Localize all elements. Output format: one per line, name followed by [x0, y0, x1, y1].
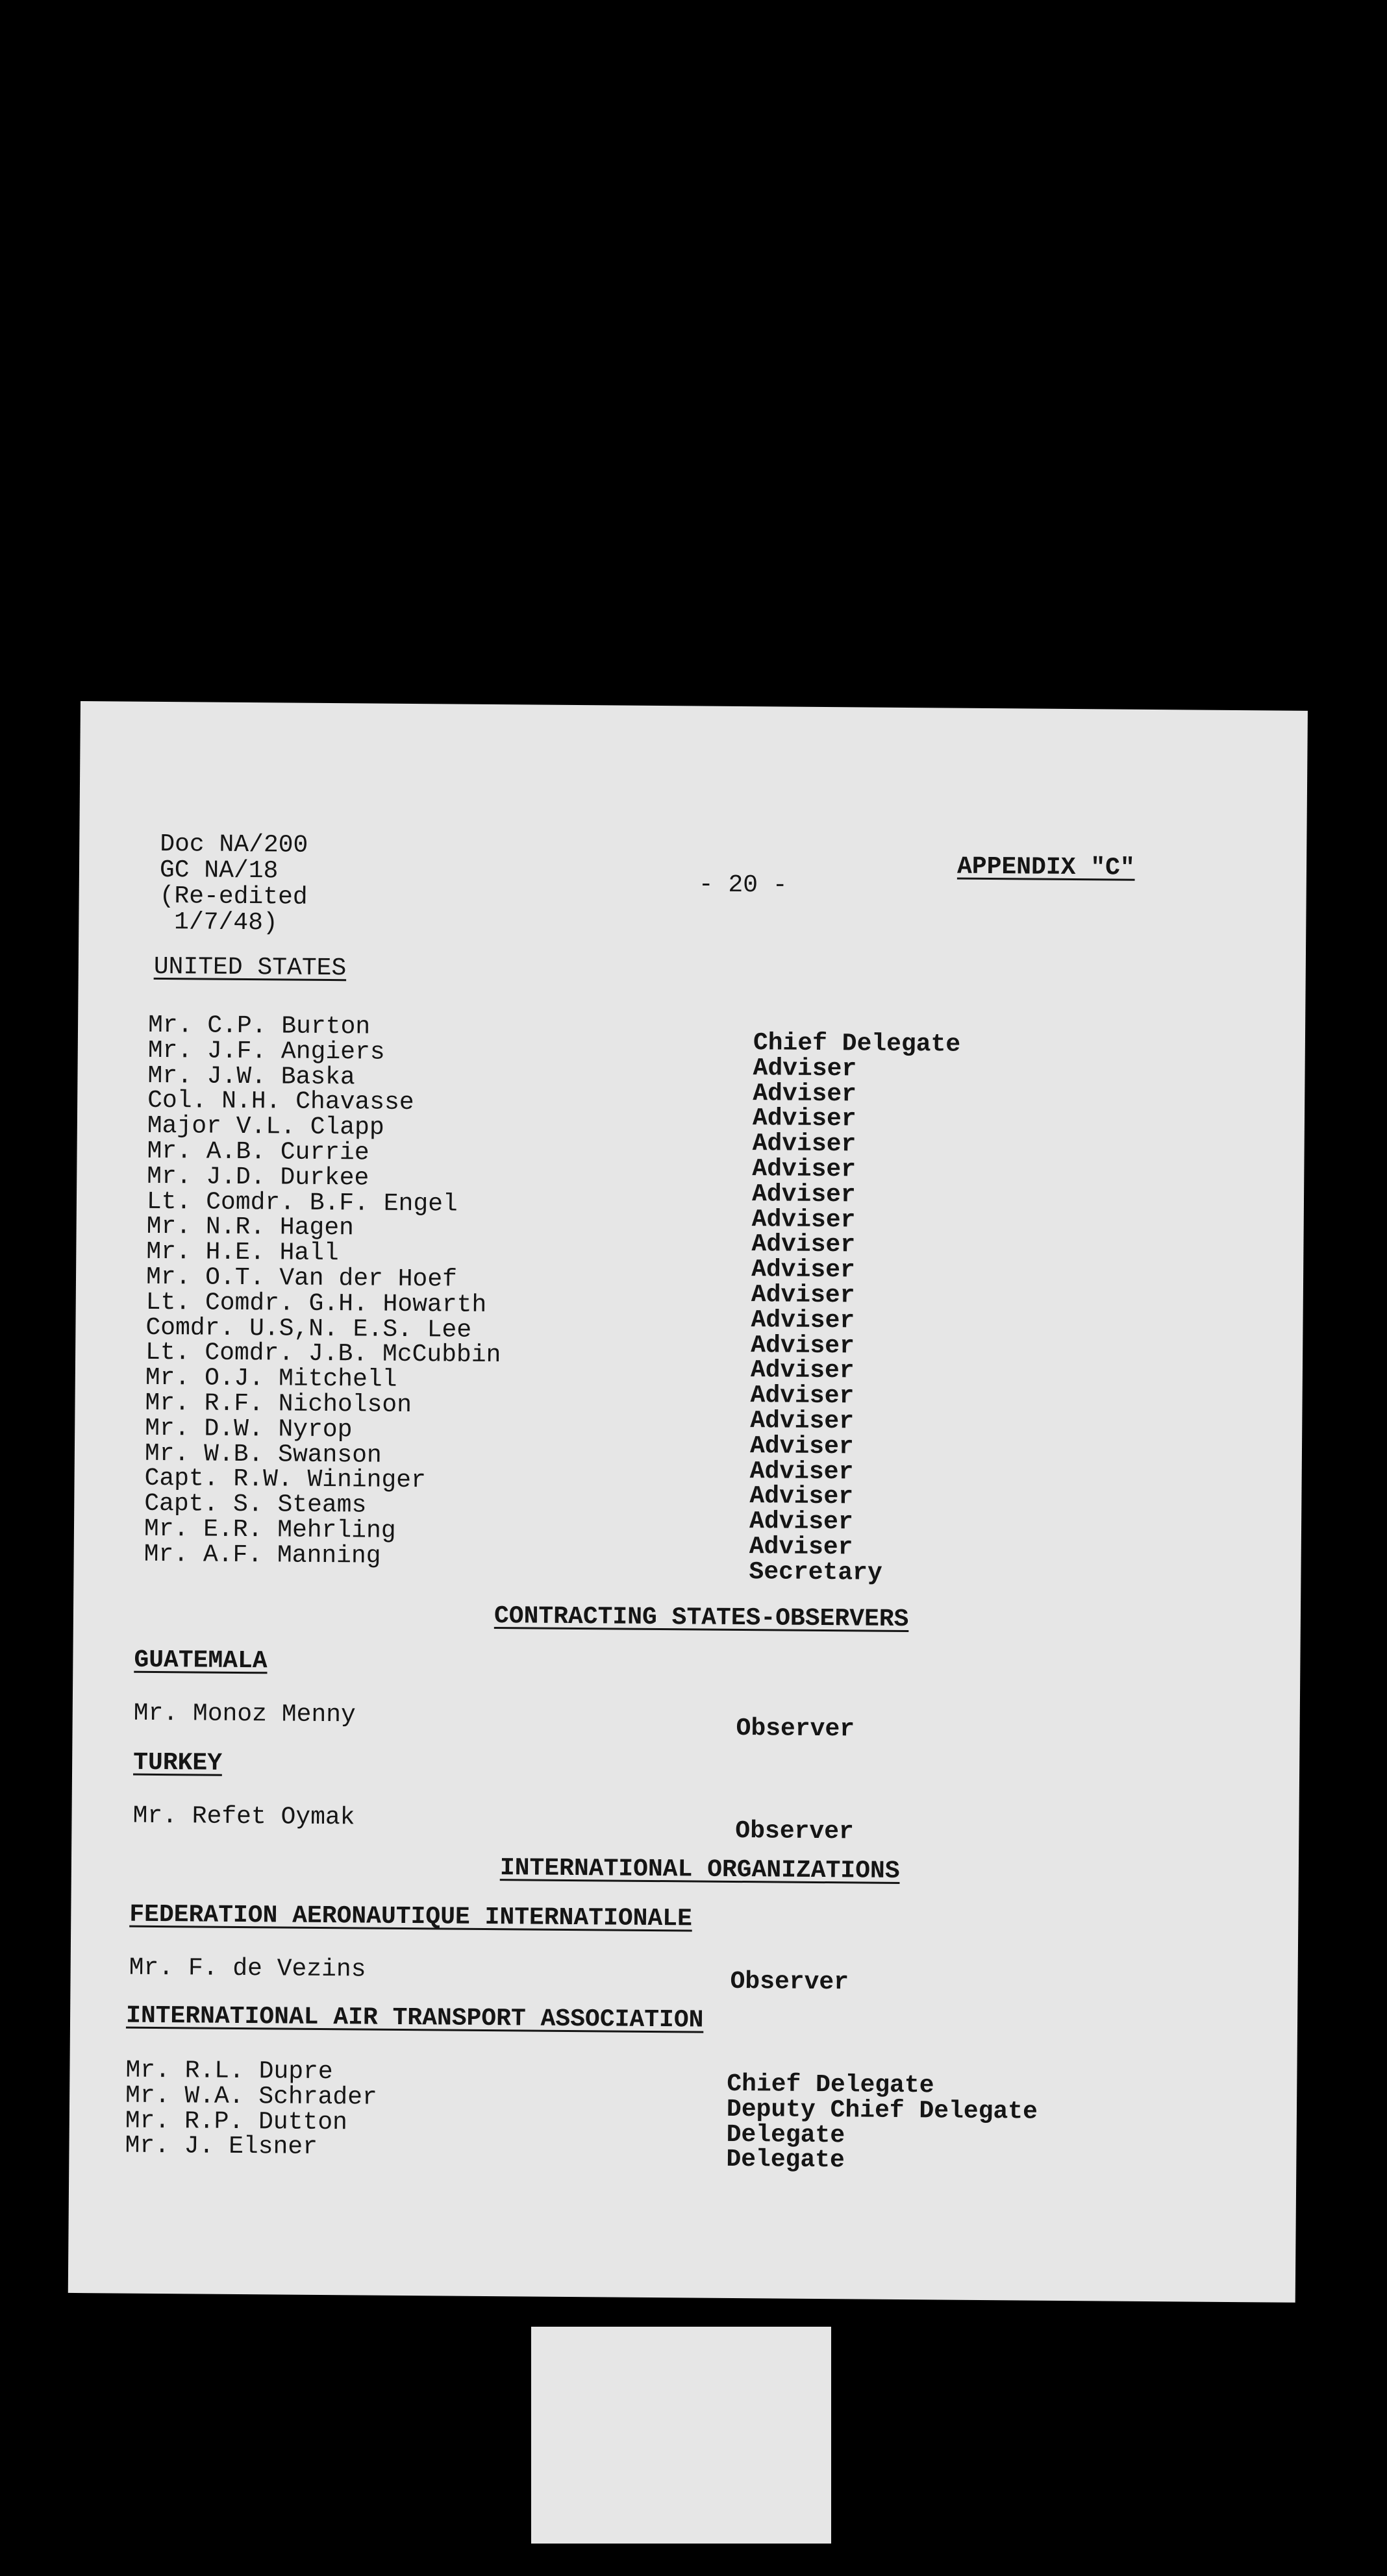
list-item: Adviser — [753, 1079, 857, 1108]
list-item: Adviser — [749, 1507, 853, 1537]
list-item: Mr. R.P. Dutton — [125, 2107, 348, 2136]
list-item: Major V.L. Clapp — [147, 1112, 384, 1142]
blank-card — [531, 2327, 831, 2544]
list-item: Adviser — [752, 1155, 856, 1184]
list-item: Mr. J. Elsner — [125, 2131, 318, 2162]
list-item: Mr. R.F. Nicholson — [145, 1389, 412, 1419]
list-item: Capt. S. Steams — [144, 1489, 367, 1520]
list-item: Mr. H.E. Hall — [146, 1237, 339, 1268]
list-item: Comdr. U.S,N. E.S. Lee — [145, 1313, 472, 1344]
us-names-list — [144, 1013, 504, 1570]
list-item: Adviser — [753, 1054, 857, 1084]
list-item: Col. N.H. Chavasse — [147, 1087, 414, 1117]
list-item: Adviser — [751, 1256, 855, 1285]
iata-names-list — [125, 2056, 377, 2162]
list-item: Lt. Comdr. J.B. McCubbin — [145, 1339, 501, 1370]
list-item: Delegate — [726, 2146, 845, 2175]
list-item: Adviser — [750, 1356, 855, 1385]
list-item: Mr. J.F. Angiers — [147, 1036, 385, 1067]
list-item: Mr. N.R. Hagen — [146, 1213, 355, 1243]
turkey-role: Observer — [735, 1816, 854, 1846]
fai-role: Observer — [730, 1967, 849, 1997]
list-item: Deputy Chief Delegate — [726, 2095, 1038, 2126]
list-item: Mr. J.W. Baska — [147, 1061, 355, 1091]
guatemala-name: Mr. Monoz Menny — [133, 1699, 356, 1729]
list-item: Adviser — [751, 1306, 855, 1335]
list-item: Adviser — [751, 1331, 855, 1360]
list-item: Adviser — [751, 1205, 856, 1234]
list-item: Mr. R.L. Dupre — [125, 2056, 333, 2087]
fai-heading: FEDERATION AERONAUTIQUE INTERNATIONALE — [129, 1900, 693, 1933]
iata-heading: INTERNATIONAL AIR TRANSPORT ASSOCIATION — [125, 2001, 704, 2035]
list-item: Chief Delegate — [753, 1029, 961, 1059]
list-item: Adviser — [752, 1130, 856, 1159]
list-item: Chief Delegate — [727, 2070, 934, 2100]
iata-roles-list — [726, 2072, 1038, 2175]
doc-ref-line-3: (Re-edited — [159, 882, 308, 911]
turkey-heading: TURKEY — [132, 1748, 223, 1777]
list-item: Lt. Comdr. G.H. Howarth — [145, 1288, 487, 1319]
document-page — [68, 701, 1308, 2303]
doc-ref-line-2: GC NA/18 — [159, 856, 279, 886]
intl-organizations-heading: INTERNATIONAL ORGANIZATIONS — [499, 1854, 900, 1885]
list-item: Adviser — [749, 1431, 854, 1461]
list-item: Adviser — [749, 1482, 854, 1511]
list-item: Adviser — [751, 1230, 856, 1259]
list-item: Mr. D.W. Nyrop — [145, 1414, 353, 1444]
guatemala-role: Observer — [736, 1714, 855, 1744]
doc-ref-line-1: Doc NA/200 — [160, 830, 308, 860]
list-item: Lt. Comdr. B.F. Engel — [146, 1187, 458, 1219]
list-item: Mr. C.P. Burton — [147, 1011, 371, 1041]
list-item: Mr. O.T. Van der Hoef — [145, 1263, 458, 1294]
list-item: Mr. A.F. Manning — [144, 1540, 381, 1570]
list-item: Adviser — [750, 1381, 855, 1411]
list-item: Secretary — [749, 1557, 882, 1587]
us-roles-list — [749, 1031, 960, 1587]
list-item: Mr. J.D. Durkee — [147, 1162, 369, 1193]
fai-name: Mr. F. de Vezins — [129, 1953, 366, 1984]
list-item: Adviser — [751, 1281, 855, 1310]
list-item: Adviser — [752, 1104, 856, 1133]
list-item: Mr. E.R. Mehrling — [144, 1515, 396, 1545]
contracting-states-heading: CONTRACTING STATES-OBSERVERS — [494, 1602, 909, 1634]
list-item: Capt. R.W. Wininger — [144, 1465, 427, 1495]
doc-reference — [159, 832, 308, 937]
list-item: Mr. O.J. Mitchell — [145, 1363, 397, 1394]
list-item: Mr. W.A. Schrader — [125, 2081, 377, 2112]
list-item: Adviser — [751, 1180, 856, 1209]
turkey-name: Mr. Refet Oymak — [132, 1802, 355, 1832]
list-item: Adviser — [750, 1407, 855, 1436]
appendix-label: APPENDIX "C" — [956, 852, 1135, 882]
list-item: Adviser — [749, 1533, 853, 1562]
list-item: Mr. A.B. Currie — [147, 1137, 369, 1167]
page-number: - 20 - — [698, 871, 788, 900]
list-item: Mr. W.B. Swanson — [144, 1439, 382, 1470]
list-item: Adviser — [749, 1457, 854, 1486]
guatemala-heading: GUATEMALA — [134, 1646, 268, 1676]
doc-ref-line-4: 1/7/48) — [159, 908, 278, 937]
us-heading: UNITED STATES — [153, 952, 347, 983]
list-item: Delegate — [726, 2120, 845, 2149]
